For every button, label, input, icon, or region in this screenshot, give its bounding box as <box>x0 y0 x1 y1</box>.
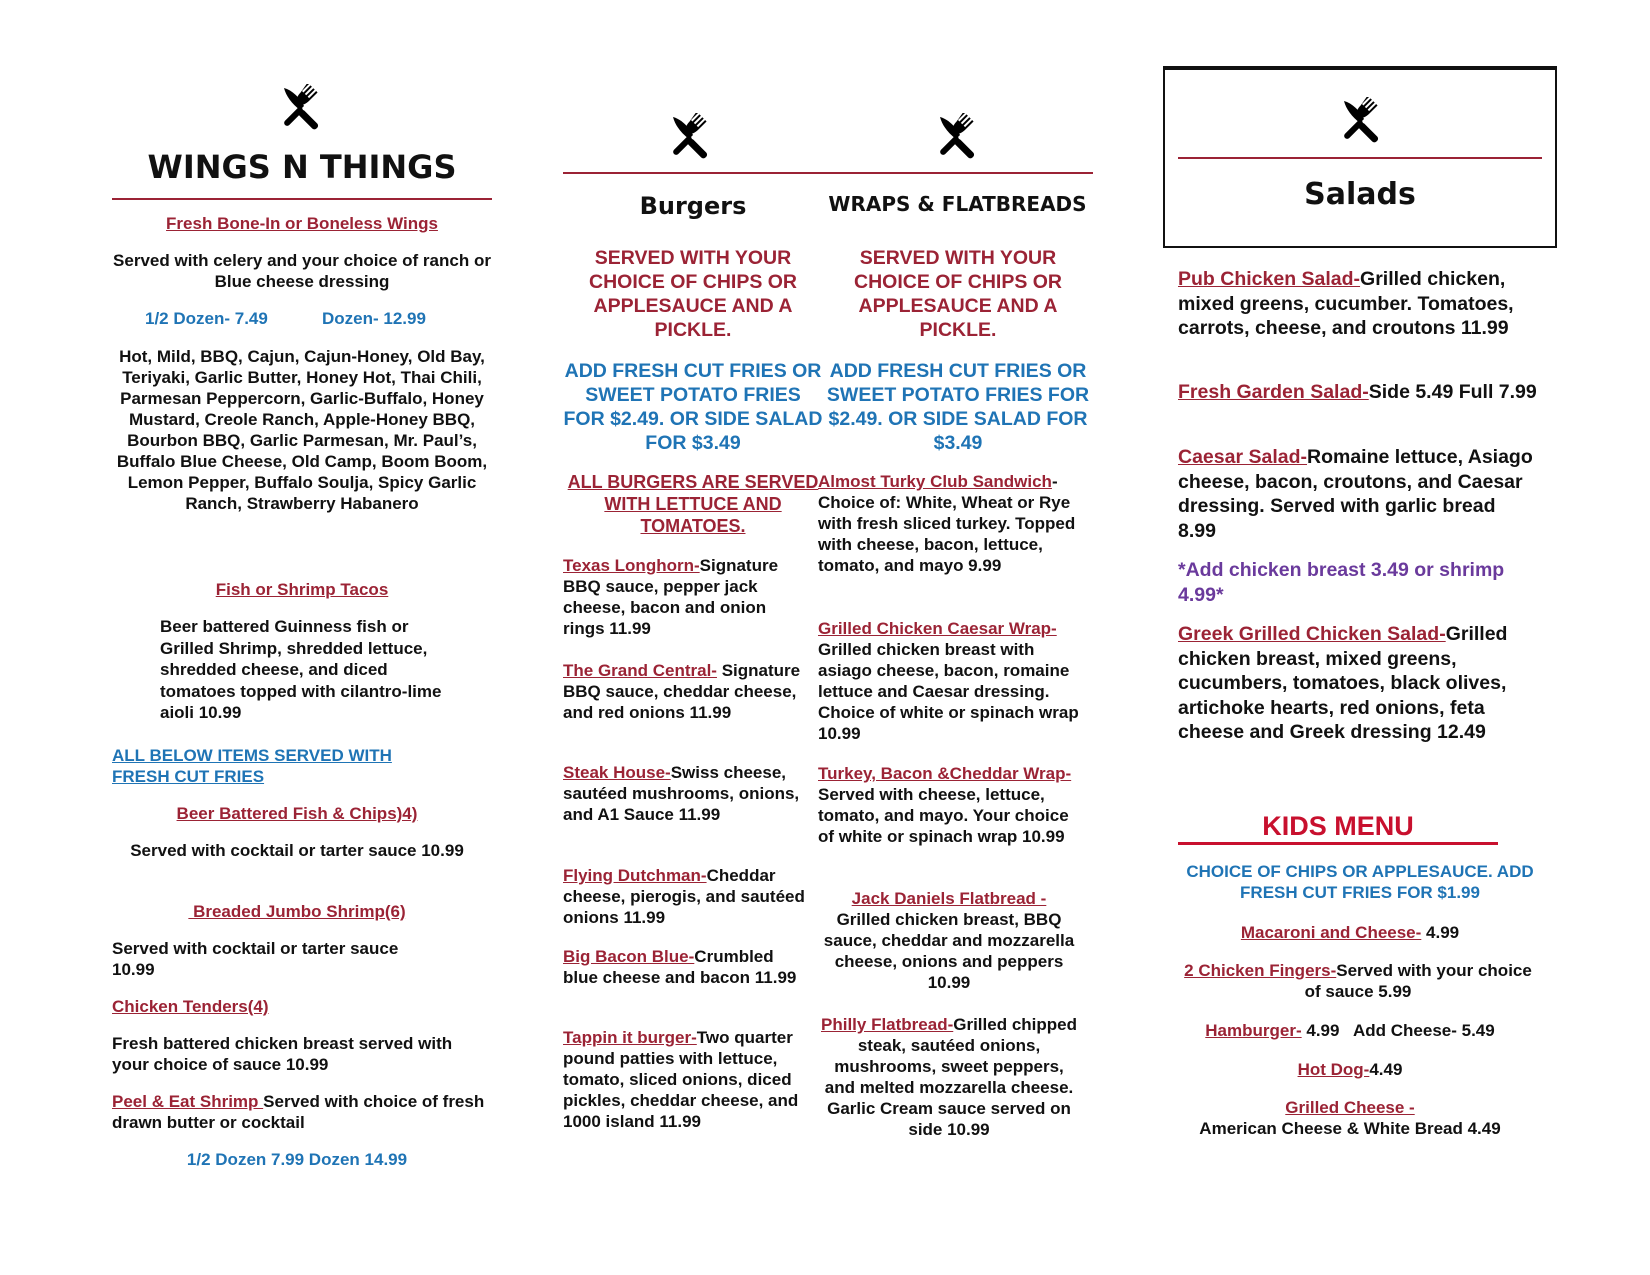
wings-title: WINGS N THINGS <box>147 148 457 186</box>
burgers-wraps-divider <box>563 172 1093 174</box>
burger-item <box>563 865 811 928</box>
burger-name: The Grand Central- <box>563 661 717 680</box>
jumbo-shrimp-heading: Breaded Jumbo Shrimp(6) <box>188 902 406 921</box>
salad-desc: Side 5.49 Full 7.99 <box>1368 381 1537 403</box>
kids-note: CHOICE OF CHIPS OR APPLESAUCE. ADD FRESH CUT FRIES FOR $1.99 <box>1186 862 1534 902</box>
kids-menu-underline <box>1178 842 1498 845</box>
peel-eat-heading: Peel & Eat Shrimp <box>112 1092 264 1111</box>
wrap-name: Grilled Chicken Caesar Wrap- <box>818 619 1057 638</box>
salads-divider <box>1178 157 1542 159</box>
wrap-desc: Grilled chicken breast with asiago cheese, bacon, romaine lettuce and Caesar dressing. Choice of white or spinach wrap 10.99 <box>818 640 1079 743</box>
salad-item <box>1178 380 1538 405</box>
salad-desc: Grilled chicken, mixed greens, cucumber. Tomatoes, carrots, cheese, and croutons 11.99 <box>1178 268 1514 339</box>
kids-item-desc: Served with your choice of sauce 5.99 <box>1304 961 1532 1001</box>
burger-name: Tappin it burger- <box>563 1028 697 1047</box>
fork-knife-icon <box>278 84 326 132</box>
burger-item <box>563 762 811 825</box>
salad-name: Greek Grilled Chicken Salad- <box>1178 623 1446 645</box>
wraps-title: WRAPS & FLATBREADS <box>828 192 1087 216</box>
wrap-name: Turkey, Bacon &Cheddar Wrap- <box>818 764 1072 783</box>
burgers-add-fries: ADD FRESH CUT FRIES OR SWEET POTATO FRIES FOR $2.49. OR SIDE SALAD FOR $3.49 <box>563 360 823 454</box>
kids-item-name: 2 Chicken Fingers- <box>1184 961 1337 980</box>
wings-heading: Fresh Bone-In or Boneless Wings <box>166 214 438 233</box>
wings-dozen-price: Dozen- 12.99 <box>322 309 426 328</box>
kids-item-desc: 4.99 Add Cheese- 5.49 <box>1301 1021 1495 1040</box>
wing-flavors: Hot, Mild, BBQ, Cajun, Cajun-Honey, Old Bay, Teriyaki, Garlic Butter, Honey Hot, Thai Chili, Parmesan Peppercorn, Garlic-Buffalo, Honey Mustard, Creole Ranch, Apple-Honey BBQ, Bourbon BBQ, Garlic Parmesan, Mr. Paul’s, Buffalo Blue Cheese, Old Camp, Boom Boom, Lemon Pepper, Buffalo Soulja, Spicy Garlic Ranch, Strawberry Habanero <box>116 347 488 513</box>
burger-item <box>563 555 811 639</box>
kids-item <box>1170 1097 1530 1139</box>
salad-desc: Romaine lettuce, Asiago cheese, bacon, croutons, and Caesar dressing. Served with garlic bread 8.99 <box>1178 446 1533 542</box>
kids-item <box>1170 1059 1530 1080</box>
salad-addon-note: *Add chicken breast 3.49 or shrimp 4.99* <box>1178 559 1505 606</box>
wrap-name: Philly Flatbread- <box>821 1015 954 1034</box>
wraps-served-note: SERVED WITH YOUR CHOICE OF CHIPS OR APPLESAUCE AND A PICKLE. <box>853 247 1063 341</box>
fork-knife-icon <box>1338 97 1386 145</box>
kids-item-name: Hamburger- <box>1205 1021 1302 1040</box>
burger-name: Steak House- <box>563 763 671 782</box>
salad-item <box>1178 267 1538 341</box>
burger-desc: Signature BBQ sauce, pepper jack cheese, bacon and onion rings 11.99 <box>563 556 779 638</box>
fish-chips-heading: Beer Battered Fish & Chips)4) <box>176 804 418 823</box>
burgers-title: Burgers <box>639 192 747 220</box>
burger-desc: Crumbled blue cheese and bacon 11.99 <box>563 947 797 987</box>
salad-name: Pub Chicken Salad- <box>1178 268 1361 290</box>
burger-desc: Cheddar cheese, pierogis, and sautéed onions 11.99 <box>563 866 805 927</box>
kids-item <box>1170 1020 1530 1041</box>
wrap-item <box>818 763 1080 847</box>
burger-item <box>563 946 811 988</box>
burger-name: Flying Dutchman- <box>563 866 707 885</box>
salads-title: Salads <box>1304 177 1416 212</box>
salad-item <box>1178 622 1538 745</box>
fish-chips-description: Served with cocktail or tarter sauce 10.99 <box>130 841 464 860</box>
tenders-description: Fresh battered chicken breast served with your choice of sauce 10.99 <box>112 1034 453 1074</box>
wings-half-dozen-price: 1/2 Dozen- 7.49 <box>145 309 268 328</box>
kids-item-name: Hot Dog- <box>1297 1060 1370 1079</box>
peel-eat-desc-1: Served with choice of fresh drawn butter or cocktail <box>112 1092 485 1132</box>
wrap-item <box>818 888 1080 993</box>
burger-item <box>563 1027 811 1132</box>
wrap-item <box>818 618 1080 744</box>
kids-item <box>1178 960 1538 1002</box>
kids-item-desc: American Cheese & White Bread 4.49 <box>1199 1119 1501 1138</box>
tacos-heading: Fish or Shrimp Tacos <box>215 580 389 599</box>
salad-item <box>1178 445 1538 543</box>
salad-name: Fresh Garden Salad- <box>1178 381 1369 403</box>
fork-knife-icon <box>934 113 982 161</box>
burger-desc: Signature BBQ sauce, cheddar cheese, and red onions 11.99 <box>563 661 801 722</box>
fork-knife-icon <box>667 113 715 161</box>
tenders-heading: Chicken Tenders(4) <box>112 997 269 1016</box>
salad-desc: Grilled chicken breast, mixed greens, cucumbers, tomatoes, black olives, artichoke hearts, red onions, feta cheese and Greek dressing 12.49 <box>1178 623 1508 743</box>
wraps-add-fries: ADD FRESH CUT FRIES OR SWEET POTATO FRIES FOR $2.49. OR SIDE SALAD FOR $3.49 <box>826 360 1090 454</box>
peel-eat-shrimp <box>112 1091 492 1133</box>
kids-item-price: 4.99 <box>1421 923 1460 942</box>
wrap-name: Jack Daniels Flatbread - <box>851 889 1047 908</box>
kids-item-name: Grilled Cheese - <box>1285 1098 1415 1117</box>
wrap-desc: Grilled chicken breast, BBQ sauce, cheddar and mozzarella cheese, onions and peppers 10.99 <box>823 910 1075 992</box>
burgers-lettuce-note: ALL BURGERS ARE SERVED WITH LETTUCE AND TOMATOES. <box>567 472 819 536</box>
wrap-desc: - Choice of: White, Wheat or Rye with fresh sliced turkey. Topped with cheese, bacon, lettuce, tomato, and mayo 9.99 <box>818 472 1076 575</box>
wrap-desc: Served with cheese, lettuce, tomato, and mayo. Your choice of white or spinach wrap 10.99 <box>818 785 1069 846</box>
burger-item <box>563 660 811 723</box>
kids-item-name: Macaroni and Cheese- <box>1240 923 1422 942</box>
wrap-desc: Grilled chipped steak, sautéed onions, mushrooms, sweet peppers, and melted mozzarella cheese. Garlic Cream sauce served on side 10.99 <box>824 1015 1077 1139</box>
burger-desc: Swiss cheese, sautéed mushrooms, onions, and A1 Sauce 11.99 <box>563 763 800 824</box>
kids-menu-title: KIDS MENU <box>1262 811 1414 841</box>
burger-name: Texas Longhorn- <box>563 556 700 575</box>
fries-note: ALL BELOW ITEMS SERVED WITH FRESH CUT FRIES <box>112 746 392 786</box>
burger-name: Big Bacon Blue- <box>563 947 695 966</box>
tacos-description: Beer battered Guinness fish or Grilled Shrimp, shredded lettuce, shredded cheese, and diced tomatoes topped with cilantro-lime aioli 10.99 <box>160 617 442 723</box>
kids-item-price: 4.49 <box>1369 1060 1403 1079</box>
wrap-item <box>818 471 1080 576</box>
peel-eat-price: 1/2 Dozen 7.99 Dozen 14.99 <box>186 1150 408 1169</box>
jumbo-shrimp-description: Served with cocktail or tarter sauce 10.99 <box>112 939 399 979</box>
wrap-name: Almost Turky Club Sandwich <box>818 472 1052 491</box>
wrap-item <box>818 1014 1080 1140</box>
wings-divider <box>112 198 492 200</box>
burgers-served-note: SERVED WITH YOUR CHOICE OF CHIPS OR APPLESAUCE AND A PICKLE. <box>588 247 798 341</box>
salad-name: Caesar Salad- <box>1178 446 1307 468</box>
kids-item <box>1170 922 1530 943</box>
burger-desc: Two quarter pound patties with lettuce, tomato, sliced onions, diced pickles, cheddar cheese, and 1000 island 11.99 <box>563 1028 799 1131</box>
wings-description: Served with celery and your choice of ranch or Blue cheese dressing <box>113 251 491 291</box>
